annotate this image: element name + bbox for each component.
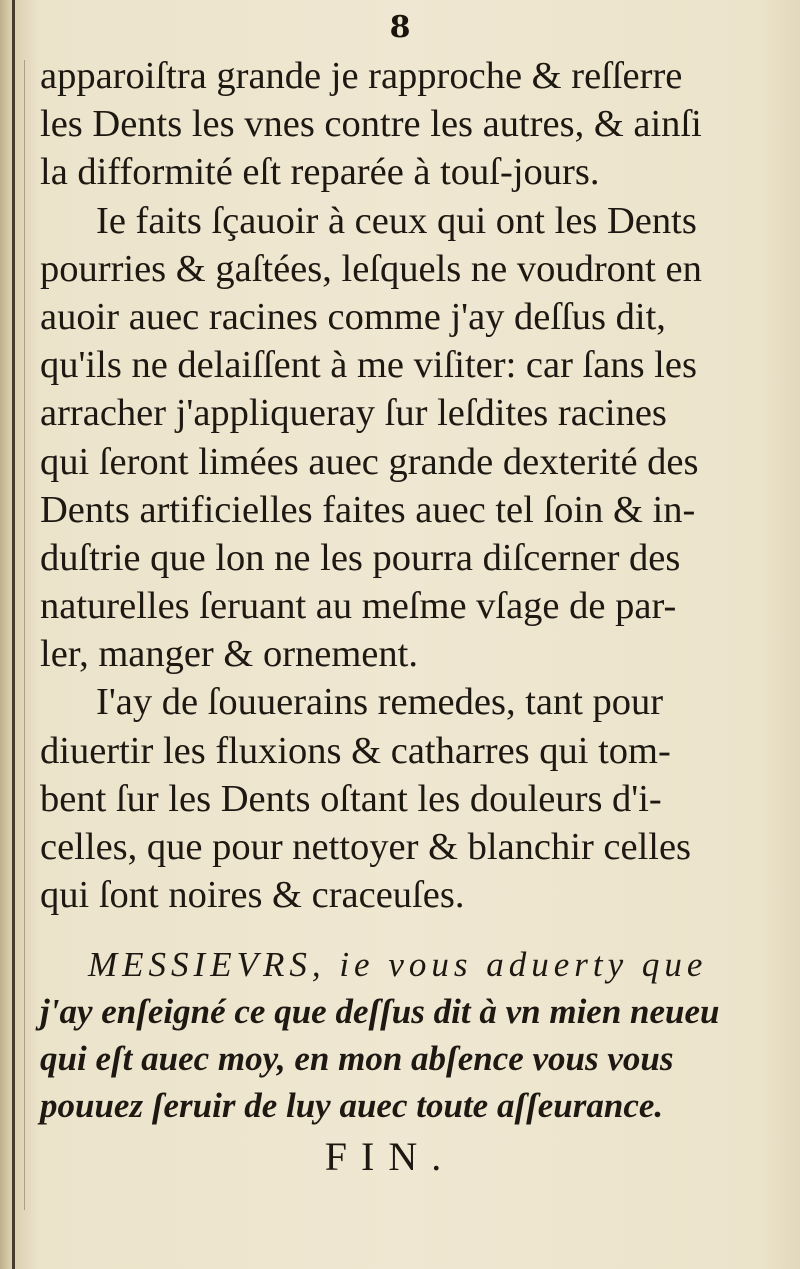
text-line: la difformité eſt reparée à touſ-jours. bbox=[40, 151, 600, 194]
page-number: 8 bbox=[389, 10, 411, 45]
binding-shadow bbox=[24, 60, 25, 1210]
text-line: arracher j'appliqueray ſur leſdites racines bbox=[40, 392, 667, 435]
body-text bbox=[40, 52, 780, 1185]
binding-gutter bbox=[12, 0, 15, 1269]
text-line: duſtrie que lon ne les pourra diſcerner des bbox=[40, 536, 681, 579]
text-line: Dents artificielles faites auec tel ſoin & in- bbox=[40, 488, 696, 531]
italic-line: pouuez ſeruir de luy auec toute aſſeurance. bbox=[40, 1086, 664, 1126]
italic-line: qui eſt auec moy, en mon abſence vous vous bbox=[40, 1039, 674, 1079]
text-line: diuertir les fluxions & catharres qui tom- bbox=[40, 729, 671, 772]
section-gap bbox=[40, 919, 780, 941]
text-line: I'ay de ſouuerains remedes, tant pour bbox=[96, 681, 664, 724]
text-line: naturelles ſeruant au meſme vſage de par- bbox=[40, 585, 677, 628]
text-line: qu'ils ne delaiſſent à me viſiter: car ſans les bbox=[40, 344, 697, 387]
text-line: qui ſeront limées auec grande dexterité des bbox=[40, 440, 699, 483]
text-line: les Dents les vnes contre les autres, & ainſi bbox=[40, 103, 702, 146]
italic-line: MESSIEVRS, ie vous aduerty que bbox=[88, 945, 708, 985]
paragraph-3 bbox=[40, 678, 780, 919]
text-line: bent ſur les Dents oſtant les douleurs d'i- bbox=[40, 777, 662, 820]
paragraph-2 bbox=[40, 197, 780, 679]
text-line: qui ſont noires & craceuſes. bbox=[40, 874, 465, 917]
text-line: apparoiſtra grande je rapproche & reſſerre bbox=[40, 55, 683, 97]
italic-note bbox=[40, 941, 780, 1129]
end-mark: FIN. bbox=[324, 1134, 456, 1180]
text-line: auoir auec racines comme j'ay deſſus dit, bbox=[40, 295, 666, 338]
text-line: celles, que pour nettoyer & blanchir celles bbox=[40, 826, 692, 868]
text-line: pourries & gaſtées, leſquels ne voudront en bbox=[40, 247, 702, 290]
italic-line: j'ay enſeigné ce que deſſus dit à vn mien neueu bbox=[40, 992, 720, 1032]
text-line: ler, manger & ornement. bbox=[40, 633, 418, 676]
paragraph-1 bbox=[40, 52, 780, 197]
text-line: Ie faits ſçauoir à ceux qui ont les Dents bbox=[96, 199, 697, 242]
